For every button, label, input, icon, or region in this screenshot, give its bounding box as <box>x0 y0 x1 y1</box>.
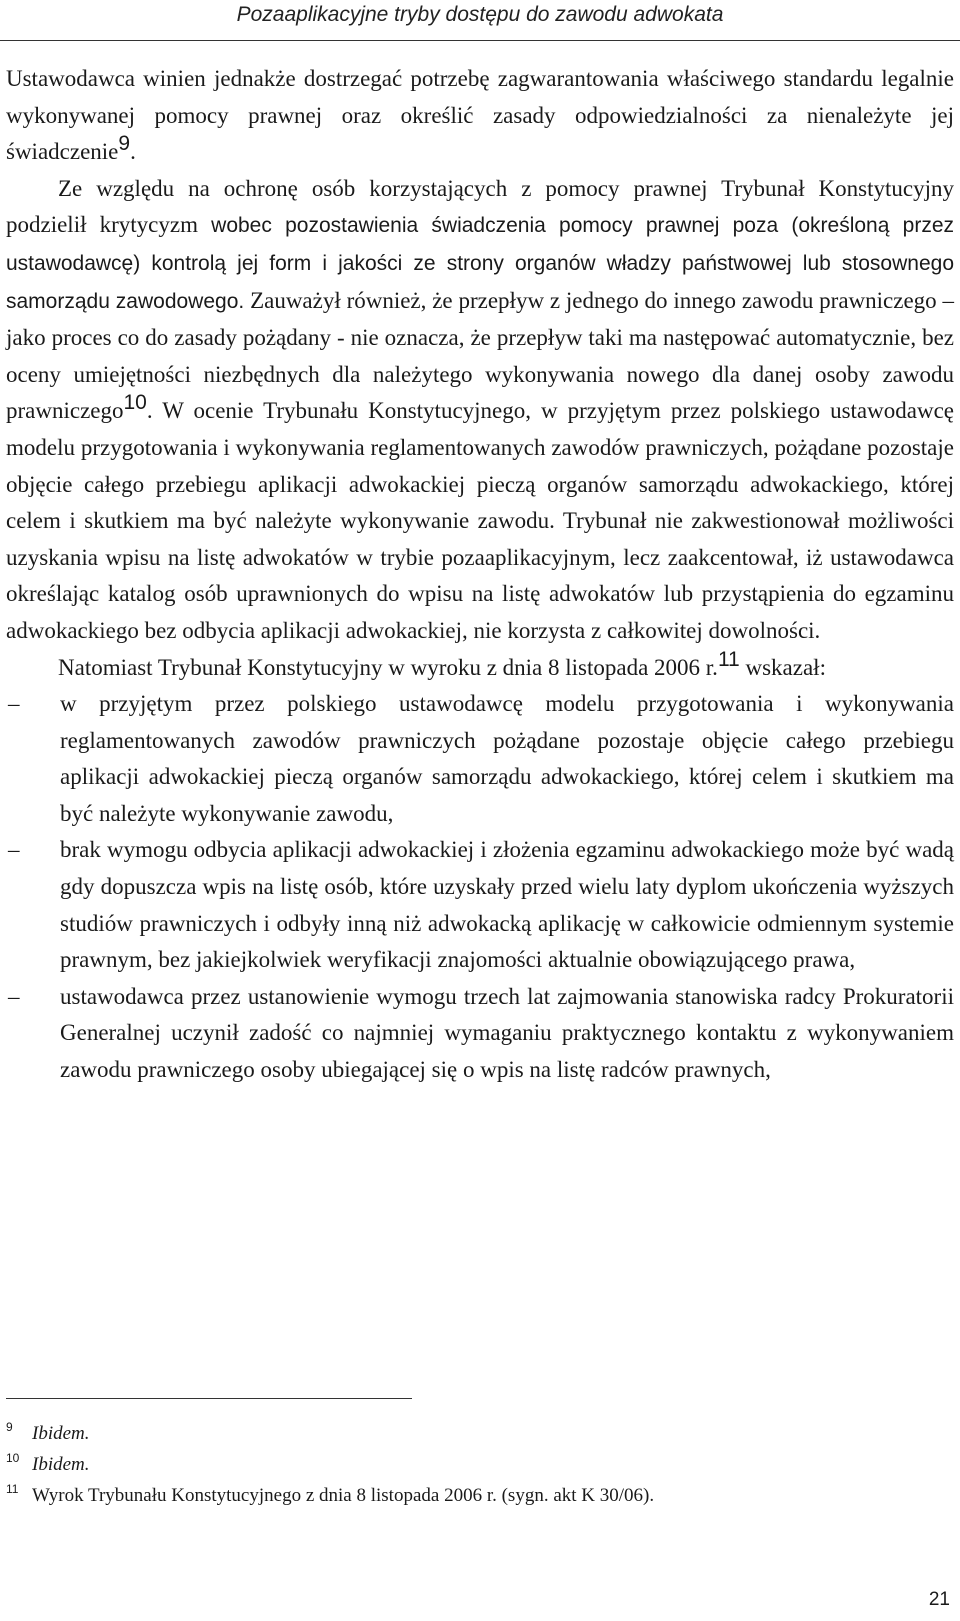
dash-bullet: – <box>8 837 20 863</box>
footnote-ref-11[interactable]: 11 <box>717 647 740 671</box>
footnote-number: 10 <box>6 1451 20 1465</box>
paragraph-1-text: Ustawodawca winien jednakże dostrzegać potrzebę zagwarantowania właściwego standardu legalnie wykonywanej pomocy prawnej oraz określić zasady odpowiedzialności za nienależyte jej świadczenie <box>6 66 954 165</box>
list-item-text: w przyjętym przez polskiego ustawodawcę modelu przygotowania i wykonywania reglamentowanych zawodów prawniczych pożądane pozostaje objęcie całego przebiegu aplikacji adwokackiej pieczą organów samorządu adwokackiego, której celem i skutkiem ma być należyte wykonywanie zawodu, <box>60 691 954 826</box>
paragraph-2-part3: Zauważył również, że przepływ z jednego do innego zawodu prawniczego – jako proces co do zasady pożądany - nie oznacza, że przepływ taki ma następować automatycznie, bez oceny umiejętności niezbędnych dla należytego wykonywania nowego dla danej osoby zawodu prawniczego <box>6 287 954 424</box>
paragraph-3-text: Natomiast Trybunał Konstytucyjny w wyroku z dnia 8 listopada 2006 r. <box>58 654 718 680</box>
footnote-9 <box>6 1418 936 1449</box>
footnote-ref-9[interactable]: 9 <box>118 132 131 156</box>
footnote-separator <box>6 1398 412 1399</box>
list-item-text: brak wymogu odbycia aplikacji adwokackiej i złożenia egzaminu adwokackiego może być wadą gdy dopuszcza wpis na listę osób, które uzyskały przed wielu laty dyplom ukończenia wyższych studiów prawniczych i odbyły inną niż adwokacką aplikację w całkowicie odmiennym systemie prawnym, bez jakiejkolwiek weryfikacji znajomości aktualnie obowiązującego prawa, <box>60 837 954 973</box>
running-header-title: Pozaaplikacyjne tryby dostępu do zawodu adwokata <box>236 3 724 26</box>
page-number: 21 <box>928 1589 950 1610</box>
footnote-text: Ibidem. <box>32 1454 90 1475</box>
paragraph-3-tail: wskazał: <box>739 654 826 680</box>
footnotes <box>6 1418 936 1511</box>
footnote-text: Ibidem. <box>32 1423 90 1444</box>
dash-bullet: – <box>8 983 20 1009</box>
paragraph-1 <box>6 61 954 171</box>
footnote-10 <box>6 1449 936 1480</box>
main-text <box>6 61 954 1089</box>
list-item-text: ustawodawca przez ustanowienie wymogu trzech lat zajmowania stanowiska radcy Prokuratorii Generalnej uczynił zadość co najmniej wymaganiu praktycznego kontaktu z wykonywaniem zawodu prawniczego osoby ubiegającej się o wpis na listę radców prawnych, <box>60 983 954 1083</box>
paragraph-2-part1: Ze względu na ochronę osób korzystających z pomocy prawnej Trybunał Konstytucyjny podzielił krytycyzm <box>6 175 954 238</box>
list-item <box>6 979 954 1089</box>
running-header <box>0 0 960 41</box>
dash-list <box>6 686 954 1089</box>
list-item <box>6 686 954 832</box>
list-item <box>6 832 954 978</box>
paragraph-2-part2: wobec pozostawienia świadczenia pomocy prawnej poza (określoną przez ustawodawcę) kontrolą jej form i jakości ze strony organów władzy państwowej lub stosownego samorządu zawodowego. <box>6 214 955 313</box>
paragraph-3 <box>6 647 954 687</box>
footnote-text: Wyrok Trybunału Konstytucyjnego z dnia 8 listopada 2006 r. (sygn. akt K 30/06). <box>32 1485 655 1506</box>
paragraph-1-tail: . <box>130 139 136 165</box>
paragraph-2-tail: . W ocenie Trybunału Konstytucyjnego, w przyjętym przez polskiego ustawodawcę modelu przygotowania i wykonywania reglamentowanych zawodów prawniczych, pożądane pozostaje objęcie całego przebiegu aplikacji adwokackiej pieczą organów samorządu adwokackiego, której celem i skutkiem ma być należyte wykonywanie zawodu. Trybunał nie zakwestionował możliwości uzyskania wpisu na listę adwokatów w trybie pozaaplikacyjnym, lecz zaakcentował, iż ustawodawca określając katalog osób uprawnionych do wpisu na listę adwokatów lub przystąpienia do egzaminu adwokackiego bez odbycia aplikacji adwokackiej, nie korzysta z całkowitej dowolności. <box>6 398 954 643</box>
footnote-ref-10[interactable]: 10 <box>123 391 147 415</box>
dash-bullet: – <box>8 691 20 717</box>
footnote-11 <box>6 1480 936 1511</box>
footnote-number: 11 <box>6 1482 19 1496</box>
footnote-number: 9 <box>6 1420 13 1434</box>
paragraph-2 <box>6 171 954 650</box>
